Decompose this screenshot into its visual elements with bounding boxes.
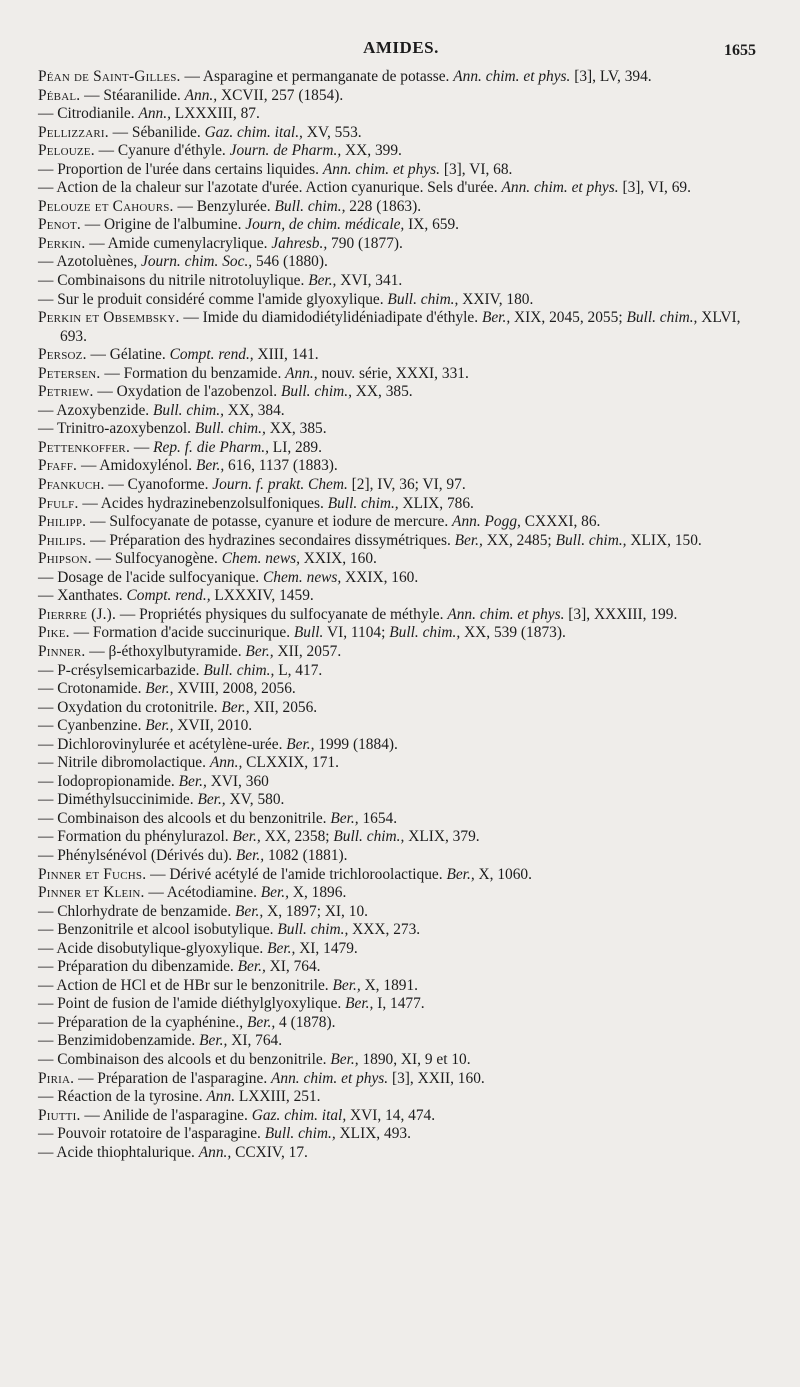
entry-author: Petriew. [38,383,94,401]
entry-text: — Acide disobutylique-glyoxylique. [38,939,268,957]
entry-journal: Ann., [209,754,243,772]
entry-author: Pellizzari. [38,123,109,141]
page-number: 1655 [724,42,756,59]
entry-journal: Ann., [184,86,218,104]
bibliography-entry [38,1032,764,1051]
bibliography-entry [38,161,764,180]
entry-journal: Bull. chim., [387,290,459,308]
entry-reference: CCXIV, 17. [231,1143,308,1161]
entry-text: — Benzylurée. [173,197,275,215]
entry-journal: Ber., [245,642,274,660]
entry-text: — Action de HCl et de HBr sur le benzonitrile. [38,976,333,994]
bibliography-entry [38,699,764,718]
entry-text: — Dosage de l'acide sulfocyanique. [38,568,264,586]
entry-text: — Azoxybenzide. [38,401,153,419]
entry-reference: XVIII, 2008, 2056. [173,680,296,698]
entry-journal: Ber., [197,791,226,809]
entry-journal: Ber., [454,531,483,549]
bibliography-entry [38,402,764,421]
entry-journal: Bull. chim., [264,1125,336,1143]
entry-journal: Bull. chim., [555,531,627,549]
entry-journal: Ann. chim. et phys. [322,160,440,178]
bibliography-entry [38,1144,764,1163]
bibliography-entry [38,773,764,792]
entry-journal: Bull. chim., [626,309,698,327]
entry-text: — Réaction de la tyrosine. [38,1088,207,1106]
bibliography-entry [38,606,764,625]
bibliography-entry [38,532,764,551]
bibliography-entry [38,810,764,829]
entry-reference: 546 (1880). [252,253,328,271]
bibliography-entry [38,866,764,885]
entry-text: — Gélatine. [86,346,170,364]
entry-reference: XX, 384. [223,401,285,419]
entry-journal: Gaz. chim. ital., [204,123,303,141]
entry-text: — Phénylsénévol (Dérivés du). [38,846,236,864]
entry-text: — Préparation du dibenzamide. [38,958,238,976]
entry-author: Perkin et Obsembsky. [38,309,180,327]
entry-journal: Ber., [308,272,337,290]
entry-journal: Bull. chim., [277,921,349,939]
entry-author: Piria. [38,1069,75,1087]
entry-reference: X, 1891. [360,976,419,994]
entry-author: Péan de Saint-Gilles. [38,68,181,85]
entry-journal: Journ, de chim. médicale, [245,216,405,234]
entry-reference: 1082 (1881). [264,846,348,864]
entry-text: — Sulfocyanate de potasse, cyanure et iodure de mercure. [86,513,453,531]
entry-author: Persoz. [38,346,87,364]
entry-author: Pinner. [38,642,86,660]
entry-journal: Ber., [345,995,374,1013]
entry-journal: Bull. chim., [333,828,405,846]
entry-reference: CXXXI, 86. [520,513,601,531]
entry-text: — Combinaison des alcools et du benzonitrile. [38,1050,331,1068]
entry-reference: XX, 2485; [482,531,556,549]
entry-reference: X, 1896. [289,884,347,902]
entry-journal: Ber., [286,735,315,753]
entry-text: — Formation du phénylurazol. [38,828,233,846]
entry-reference: XLVI, 693. [60,309,741,345]
entry-text: — Oxydation du crotonitrile. [38,698,222,716]
entry-text: — Sébanilide. [108,123,205,141]
entry-author: Pfulf. [38,494,79,512]
entry-text: — Action de la chaleur sur l'azotate d'urée. Action cyanurique. Sels d'urée. [38,179,502,197]
page-header [38,38,764,68]
entry-reference: [3], XXII, 160. [388,1069,485,1087]
entry-reference: XX, 399. [341,142,402,160]
entry-reference: XI, 764. [227,1032,283,1050]
entry-journal: Gaz. chim. ital, [251,1106,347,1124]
entry-author: Pike. [38,624,70,642]
entry-text: — Nitrile dibromolactique. [38,754,210,772]
entry-reference: 1890, XI, 9 et 10. [358,1050,471,1068]
entry-journal: Ber., [145,717,174,735]
entry-journal: Ann. chim. et phys. [501,179,619,197]
entry-text: — Dichlorovinylurée et acétylène-urée. [38,735,287,753]
bibliography-entry [38,1014,764,1033]
entry-reference: LI, 289. [268,438,322,456]
entry-reference: IX, 659. [404,216,459,234]
entry-journal: Ber., [330,1050,359,1068]
entry-reference: X, 1897; XI, 10. [263,902,368,920]
entry-journal: Chem. news, [221,550,300,568]
entry-reference: 616, 1137 (1883). [224,457,338,475]
entry-author: Pfankuch. [38,476,105,494]
entry-author: Piutti. [38,1106,81,1124]
bibliography-entry [38,643,764,662]
bibliography-entry [38,179,764,198]
entry-author: Phipson. [38,550,92,568]
entry-reference: CLXXIX, 171. [242,754,339,772]
entry-author: Pelouze et Cahours. [38,197,174,215]
entry-journal: Ber., [235,846,265,864]
entry-journal: Ann. chim. et phys. [453,68,571,85]
entry-reference: XV, 580. [225,791,285,809]
bibliography-entry [38,105,764,124]
entry-reference: XXIX, 160. [341,568,419,586]
entry-text: — Propriétés physiques du sulfocyanate de méthyle. [116,605,448,623]
entry-text: — Acides hydrazinebenzolsulfoniques. [78,494,328,512]
bibliography-entry [38,550,764,569]
entry-text: — Chlorhydrate de benzamide. [38,902,236,920]
bibliography-entry [38,736,764,755]
entry-reference: LXXXIV, 1459. [210,587,314,605]
entry-text: — Crotonamide. [38,680,146,698]
entry-text: — Benzimidobenzamide. [38,1032,200,1050]
bibliography-entry [38,828,764,847]
bibliography-list [38,68,764,1162]
entry-text: — Combinaisons du nitrile nitrotoluylique. [38,272,309,290]
bibliography-entry [38,903,764,922]
entry-author: Pinner et Klein. [38,884,145,902]
entry-reference: [3], XXXIII, 199. [564,605,678,623]
entry-journal: Rep. f. die Pharm., [153,438,269,456]
bibliography-entry [38,754,764,773]
bibliography-entry [38,198,764,217]
entry-text: — Imide du diamidodiétylidéniadipate d'éthyle. [179,309,482,327]
entry-reference: XX, 385. [265,420,327,438]
entry-journal: Bull. chim., [280,383,352,401]
entry-text: — Acide thiophtalurique. [38,1143,199,1161]
bibliography-entry [38,87,764,106]
entry-reference: nouv. série, XXXI, 331. [317,364,469,382]
entry-reference: X, 1060. [474,865,532,883]
entry-text: — Azotoluènes, [38,253,142,271]
bibliography-entry [38,977,764,996]
entry-reference: XX, 385. [351,383,413,401]
entry-journal: Ber., [178,772,207,790]
bibliography-entry [38,624,764,643]
entry-journal: Ber., [232,828,261,846]
entry-reference: VI, 1104; [323,624,390,642]
bibliography-entry [38,272,764,291]
entry-journal: Compt. rend., [169,346,254,364]
entry-journal: Ber., [332,976,361,994]
entry-reference: 228 (1863). [345,197,422,215]
entry-journal: Ber., [260,884,289,902]
bibliography-entry [38,1107,764,1126]
entry-journal: Ann., [198,1143,232,1161]
entry-reference: XXX, 273. [348,921,421,939]
entry-text: — β-éthoxylbutyramide. [85,642,246,660]
entry-reference: XII, 2057. [273,642,342,660]
entry-journal: Ber., [145,680,174,698]
entry-journal: Ann., [285,364,318,382]
bibliography-entry [38,791,764,810]
entry-text: — Amide cumenylacrylique. [85,234,272,252]
entry-author: Perkin. [38,234,86,252]
entry-reference: 790 (1877). [327,234,403,252]
entry-text: — Préparation de la cyaphénine., [38,1013,247,1031]
entry-text: — Pouvoir rotatoire de l'asparagine. [38,1125,265,1143]
entry-journal: Bull. chim., [274,197,346,215]
entry-reference: XV, 553. [302,123,362,141]
entry-reference: XVI, 14, 474. [346,1106,436,1124]
entry-journal: Bull. chim., [389,624,461,642]
entry-text: — Origine de l'albumine. [80,216,246,234]
entry-text: — Sur le produit considéré comme l'amide glyoxylique. [38,290,388,308]
entry-journal: Journ. f. prakt. Chem. [212,476,348,494]
entry-reference: XVII, 2010. [173,717,253,735]
entry-text: — Xanthates. [38,587,127,605]
entry-journal: Ber., [195,457,225,475]
bibliography-entry [38,309,764,346]
entry-text: — Diméthylsuccinimide. [38,791,198,809]
entry-reference: [3], LV, 394. [570,68,652,85]
bibliography-entry [38,995,764,1014]
entry-text: — Stéaranilide. [80,86,185,104]
entry-reference: [2], IV, 36; VI, 97. [347,476,466,494]
entry-author: Pierrre (J.). [38,605,117,623]
entry-journal: Journ. chim. Soc., [141,253,253,271]
entry-journal: Bull. [293,624,324,642]
entry-journal: Jahresb., [271,234,328,252]
entry-journal: Ber., [446,865,475,883]
bibliography-entry [38,124,764,143]
entry-text: — Asparagine et permanganate de potasse. [180,68,454,85]
entry-author: Pinner et Fuchs. [38,865,147,883]
bibliography-entry [38,291,764,310]
entry-reference: LXXXIII, 87. [170,105,260,123]
bibliography-entry [38,216,764,235]
entry-reference: XVI, 341. [336,272,403,290]
entry-journal: Ber., [237,958,266,976]
entry-reference: [3], VI, 69. [618,179,691,197]
entry-text: — Sulfocyanogène. [91,550,222,568]
bibliography-entry [38,420,764,439]
entry-author: Petersen. [38,364,101,382]
entry-text: — Combinaison des alcools et du benzonitrile. [38,809,331,827]
entry-text: — Préparation des hydrazines secondaires dissymétriques. [86,531,455,549]
entry-reference: XI, 1479. [295,939,358,957]
entry-reference: XXIX, 160. [299,550,377,568]
bibliography-entry [38,569,764,588]
bibliography-entry [38,587,764,606]
bibliography-entry [38,142,764,161]
bibliography-entry [38,513,764,532]
entry-journal: Bull. chim., [194,420,266,438]
entry-reference: XVI, 360 [206,772,269,790]
entry-journal: Bull. chim., [203,661,275,679]
entry-text: — Trinitro-azoxybenzol. [38,420,195,438]
bibliography-entry [38,476,764,495]
entry-reference: XXIV, 180. [458,290,534,308]
entry-reference: L, 417. [274,661,323,679]
entry-journal: Ber., [330,809,359,827]
entry-reference: XLIX, 379. [404,828,480,846]
bibliography-entry [38,1125,764,1144]
entry-journal: Ber., [246,1013,276,1031]
bibliography-entry [38,717,764,736]
bibliography-entry [38,662,764,681]
entry-reference: 1999 (1884). [314,735,398,753]
entry-text: — Formation du benzamide. [100,364,286,382]
bibliography-entry [38,457,764,476]
bibliography-entry [38,365,764,384]
entry-reference: XLIX, 150. [626,531,702,549]
running-title: AMIDES. [363,38,439,57]
bibliography-entry [38,680,764,699]
entry-text: — Point de fusion de l'amide diéthylglyoxylique. [38,995,346,1013]
entry-text: — Cyanure d'éthyle. [94,142,230,160]
bibliography-entry [38,235,764,254]
entry-text: — Iodopropionamide. [38,772,179,790]
bibliography-entry [38,253,764,272]
entry-text: — Citrodianile. [38,105,139,123]
entry-text: — Dérivé acétylé de l'amide trichloroolactique. [146,865,447,883]
bibliography-entry [38,1051,764,1070]
entry-text: — [130,438,154,456]
entry-author: Pfaff. [38,457,78,475]
entry-author: Pettenkoffer. [38,438,131,456]
entry-text: — Benzonitrile et alcool isobutylique. [38,921,278,939]
entry-journal: Ann. chim. et phys. [447,605,565,623]
entry-journal: Compt. rend., [126,587,211,605]
entry-reference: I, 1477. [373,995,425,1013]
entry-author: Pelouze. [38,142,95,160]
entry-text: — Amidoxylénol. [77,457,196,475]
entry-journal: Bull. chim., [327,494,399,512]
bibliography-entry [38,1070,764,1089]
entry-reference: 1654. [358,809,398,827]
bibliography-entry [38,940,764,959]
entry-journal: Bull. chim., [152,401,224,419]
entry-reference: LXXIII, 251. [235,1088,321,1106]
entry-reference: XLIX, 493. [335,1125,411,1143]
entry-author: Philipp. [38,513,87,531]
entry-journal: Ber., [235,902,264,920]
bibliography-entry [38,921,764,940]
entry-reference: XX, 539 (1873). [460,624,566,642]
bibliography-entry [38,1088,764,1107]
entry-text: — Cyanbenzine. [38,717,146,735]
entry-text: — Oxydation de l'azobenzol. [93,383,281,401]
entry-text: — Acétodiamine. [144,884,261,902]
bibliography-entry [38,383,764,402]
entry-journal: Ann. [206,1088,236,1106]
entry-journal: Ann., [138,105,171,123]
entry-reference: XII, 2056. [249,698,318,716]
entry-reference: 4 (1878). [275,1013,336,1031]
entry-reference: XIII, 141. [253,346,319,364]
entry-reference: XX, 2358; [260,828,334,846]
entry-text: — P-crésylsemicarbazide. [38,661,204,679]
entry-journal: Ber., [267,939,296,957]
entry-text: — Proportion de l'urée dans certains liquides. [38,160,323,178]
entry-reference: [3], VI, 68. [440,160,513,178]
entry-journal: Ann. Pogg, [452,513,521,531]
bibliography-entry [38,958,764,977]
bibliography-entry [38,346,764,365]
bibliography-entry [38,68,764,87]
entry-text: — Formation d'acide succinurique. [69,624,294,642]
entry-text: — Cyanoforme. [104,476,213,494]
entry-journal: Ber., [221,698,250,716]
bibliography-entry [38,495,764,514]
entry-reference: XIX, 2045, 2055; [510,309,627,327]
entry-reference: XI, 764. [265,958,321,976]
entry-text: — Préparation de l'asparagine. [74,1069,272,1087]
bibliography-entry [38,847,764,866]
entry-author: Penot. [38,216,81,234]
entry-journal: Ann. chim. et phys. [271,1069,389,1087]
entry-text: — Anilide de l'asparagine. [80,1106,252,1124]
entry-journal: Chem. news, [263,568,342,586]
entry-reference: XLIX, 786. [398,494,474,512]
entry-journal: Journ. de Pharm., [229,142,342,160]
entry-journal: Ber., [199,1032,228,1050]
bibliography-entry [38,439,764,458]
entry-author: Philips. [38,531,87,549]
entry-journal: Ber., [481,309,511,327]
entry-reference: XCVII, 257 (1854). [217,86,344,104]
entry-author: Pébal. [38,86,81,104]
bibliography-entry [38,884,764,903]
